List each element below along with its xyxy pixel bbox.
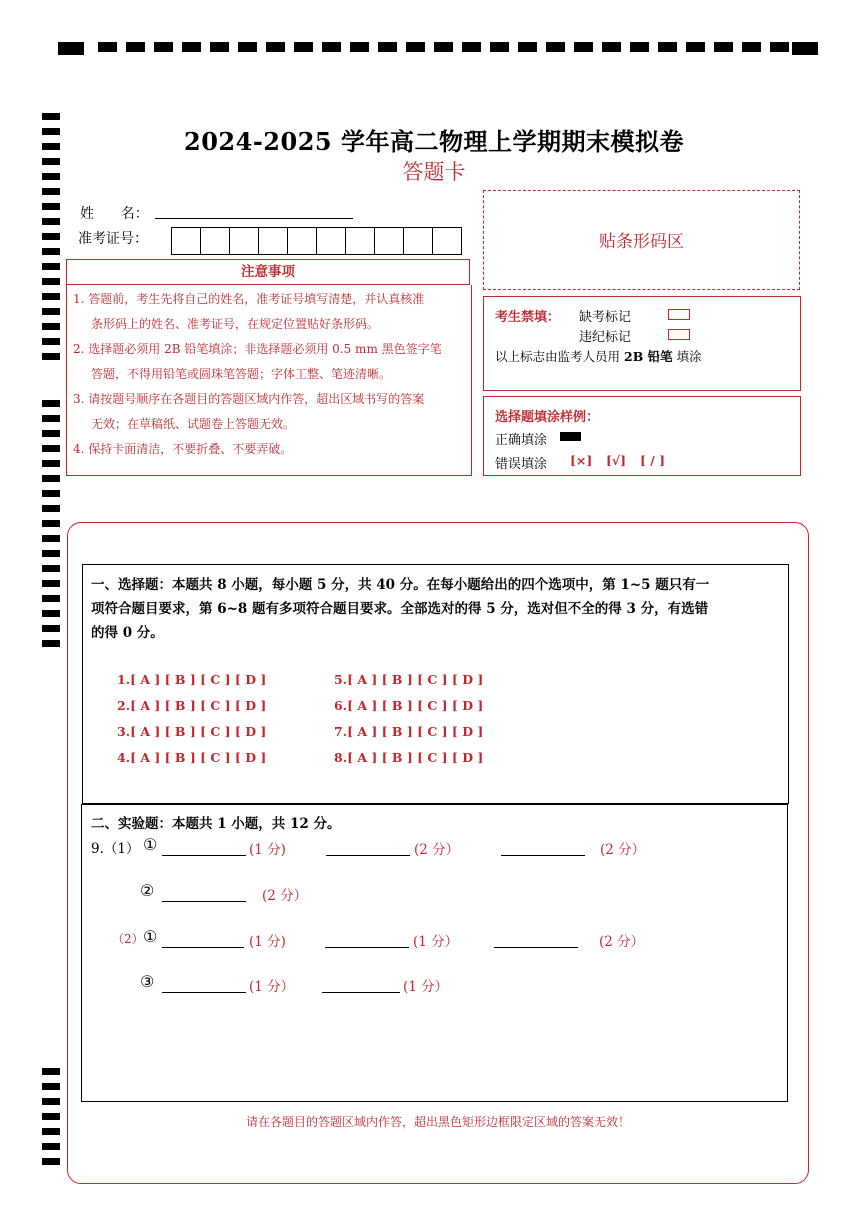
circle-2: ②	[140, 881, 155, 900]
name-field[interactable]	[155, 218, 353, 219]
q-opts[interactable]: [ A ] [ B ] [ C ] [ D ]	[347, 750, 484, 765]
circle-3: ③	[140, 972, 155, 991]
fill-sample-box	[483, 396, 801, 476]
notice-item-3: 3. 请按题号顺序在各题目的答题区域内作答，超出区域书写的答案	[73, 392, 425, 406]
notice-item-3-cont: 无效；在草稿纸、试题卷上答题无效。	[91, 417, 296, 431]
answer-blank-3-2[interactable]	[325, 933, 409, 948]
answer-blank-1-3[interactable]	[501, 841, 585, 856]
id-label: 准考证号：	[78, 231, 148, 247]
notice-item-2: 2. 选择题必须用 2B 铅笔填涂；非选择题必须用 0.5 mm 黑色签字笔	[73, 342, 442, 356]
answer-blank-4-1[interactable]	[162, 978, 246, 993]
violation-label: 违纪标记	[579, 330, 632, 345]
id-boxes[interactable]	[171, 227, 462, 255]
score-3-2: (1 分）	[413, 934, 459, 950]
section2-title: 二、实验题：本题共 1 小题，共 12 分。	[91, 816, 341, 832]
q-opts[interactable]: [ A ] [ B ] [ C ] [ D ]	[347, 672, 484, 687]
score-4-2: (1 分）	[403, 979, 449, 995]
score-1-3: (2 分）	[600, 842, 646, 858]
q-num: 4.	[117, 750, 131, 765]
q-opts[interactable]: [ A ] [ B ] [ C ] [ D ]	[130, 724, 267, 739]
circle-1: ①	[143, 835, 158, 854]
circle-1b: ①	[143, 927, 158, 946]
section1-box	[82, 564, 789, 804]
q-opts[interactable]: [ A ] [ B ] [ C ] [ D ]	[347, 698, 484, 713]
score-1-1: (1 分)	[249, 842, 286, 858]
forbidden-note-pre: 以上标志由监考人员用	[495, 349, 621, 364]
correct-fill-mark	[560, 432, 581, 441]
choice-col-2	[334, 669, 483, 773]
name-label: 姓 名：	[80, 206, 149, 222]
q-num: 2.	[117, 698, 131, 713]
section1-line1: 一、选择题：本题共 8 小题，每小题 5 分，共 40 分。在每小题给出的四个选项中，第 1~5 题只有一	[91, 577, 710, 593]
choice-q1[interactable]	[117, 669, 266, 695]
answer-blank-3-1[interactable]	[162, 933, 244, 948]
page-title: 2024-2025 学年高二物理上学期期末模拟卷	[184, 127, 684, 156]
notice-item-1: 1. 答题前，考生先将自己的姓名，准考证号填写清楚，并认真核准	[73, 292, 425, 306]
score-2-1: (2 分）	[262, 888, 308, 904]
forbidden-box	[483, 296, 801, 391]
score-3-1: (1 分)	[249, 934, 286, 950]
q-num: 7.	[334, 724, 348, 739]
barcode-area	[483, 190, 800, 290]
forbidden-note	[495, 347, 702, 365]
notice-item-1-cont: 条形码上的姓名、准考证号，在规定位置贴好条形码。	[91, 317, 380, 331]
score-3-3: (2 分）	[599, 934, 645, 950]
section1-line2: 项符合题目要求，第 6~8 题有多项符合题目要求。全部选对的得 5 分，选对但不全的得 3 分，有选错	[91, 601, 709, 617]
q-opts[interactable]: [ A ] [ B ] [ C ] [ D ]	[130, 750, 267, 765]
wrong-fill-mark-1: [×]	[570, 453, 593, 468]
part2-label: （2）	[112, 932, 144, 946]
notice-item-4: 4. 保持卡面清洁，不要折叠、不要弄破。	[73, 442, 293, 456]
choice-q8[interactable]	[334, 747, 483, 773]
page-subtitle: 答题卡	[402, 160, 466, 184]
notice-header	[66, 259, 470, 285]
choice-q4[interactable]	[117, 747, 266, 773]
answer-blank-1-1[interactable]	[162, 841, 246, 856]
notice-body	[66, 285, 472, 476]
score-4-1: (1 分）	[249, 979, 295, 995]
answer-blank-1-2[interactable]	[326, 841, 410, 856]
violation-mark-box[interactable]	[668, 329, 690, 340]
q-num: 8.	[334, 750, 348, 765]
choice-q5[interactable]	[334, 669, 483, 695]
notice-item-2-cont: 答题，不得用铅笔或圆珠笔答题；字体工整、笔迹清晰。	[91, 367, 392, 381]
q-num: 5.	[334, 672, 348, 687]
q-opts[interactable]: [ A ] [ B ] [ C ] [ D ]	[130, 698, 267, 713]
q-num: 1.	[117, 672, 131, 687]
footer-warning: 请在各题目的答题区域内作答，超出黑色矩形边框限定区域的答案无效！	[245, 1115, 630, 1129]
choice-q6[interactable]	[334, 695, 483, 721]
choice-q3[interactable]	[117, 721, 266, 747]
correct-fill-label: 正确填涂	[495, 433, 548, 448]
answer-blank-3-3[interactable]	[494, 933, 578, 948]
q-opts[interactable]: [ A ] [ B ] [ C ] [ D ]	[130, 672, 267, 687]
choice-q7[interactable]	[334, 721, 483, 747]
q9-label: 9.（1）	[91, 841, 140, 857]
q-num: 3.	[117, 724, 131, 739]
wrong-fill-label: 错误填涂	[495, 457, 548, 472]
choice-col-1	[117, 669, 266, 773]
absent-mark-box[interactable]	[668, 309, 690, 320]
forbidden-label: 考生禁填：	[495, 310, 561, 325]
forbidden-note-bold: 2B 铅笔	[624, 349, 673, 364]
notice-title: 注意事项	[241, 264, 295, 280]
score-1-2: (2 分）	[414, 842, 460, 858]
q-num: 6.	[334, 698, 348, 713]
choice-q2[interactable]	[117, 695, 266, 721]
wrong-fill-mark-2: [√]	[606, 453, 627, 468]
answer-blank-4-2[interactable]	[322, 978, 400, 993]
fill-sample-title: 选择题填涂样例：	[495, 410, 600, 425]
section2-box	[81, 804, 788, 1102]
wrong-fill-mark-3: [ / ]	[640, 453, 666, 468]
forbidden-note-post: 填涂	[676, 349, 702, 364]
absent-label: 缺考标记	[579, 310, 632, 325]
answer-blank-2-1[interactable]	[162, 887, 246, 902]
barcode-label: 贴条形码区	[599, 232, 684, 252]
section1-line3: 的得 0 分。	[91, 625, 164, 641]
q-opts[interactable]: [ A ] [ B ] [ C ] [ D ]	[347, 724, 484, 739]
